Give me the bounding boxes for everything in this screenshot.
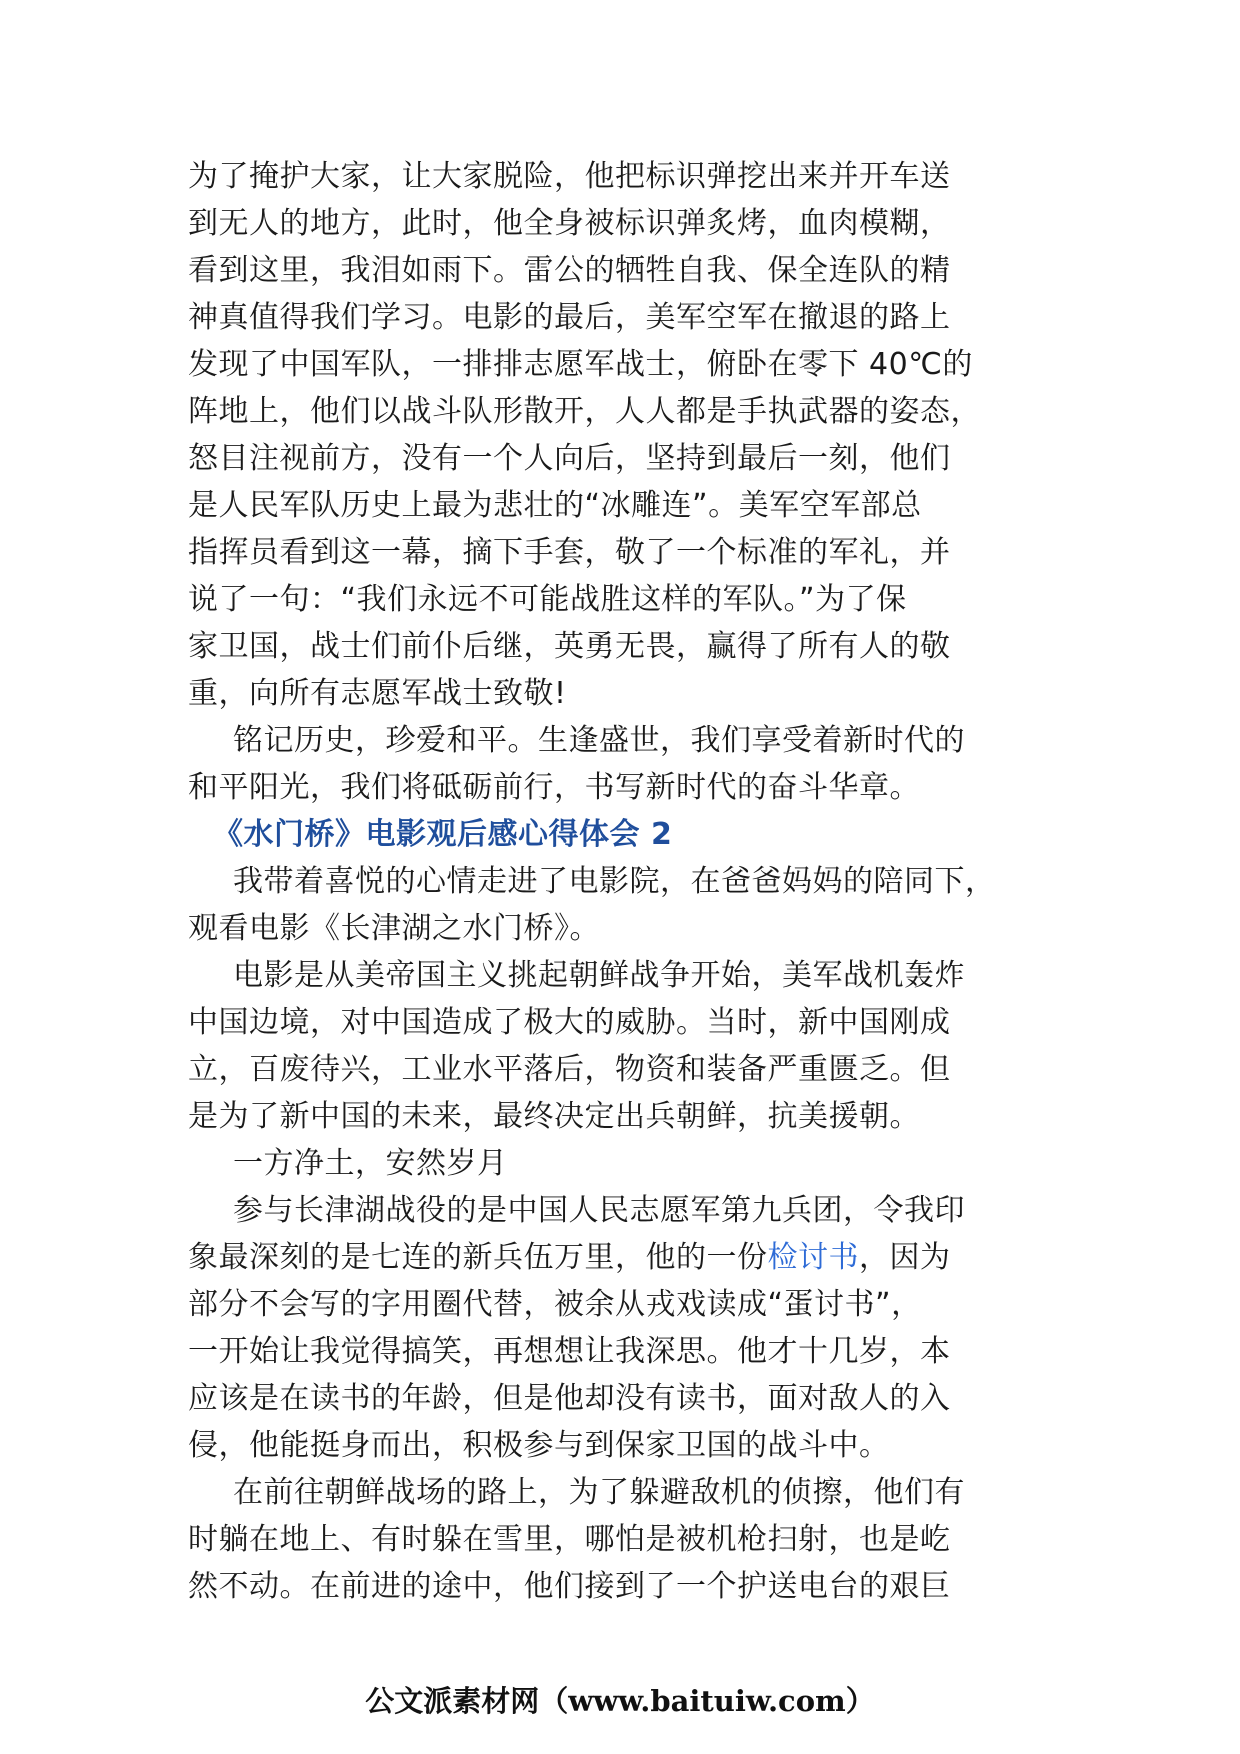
text-line: 为了掩护大家，让大家脱险，他把标识弹挖出来并开车送 [188,159,951,194]
text-line: 铭记历史，珍爱和平。生逢盛世，我们享受着新时代的 [233,723,965,758]
text-line: 神真值得我们学习。电影的最后，美军空军在撤退的路上 [188,300,951,335]
text-line: 部分不会写的字用圈代替，被余从戎戏读成“蛋讨书”， [188,1287,922,1322]
text-line: 是人民军队历史上最为悲壮的“冰雕连”。美军空军部总 [188,488,922,523]
text-line [188,1234,1068,1281]
text-segment: 象最深刻的是七连的新兵伍万里，他的一份 [188,1240,768,1275]
text-line: 说了一句：“我们永远不可能战胜这样的军队。”为了保 [188,582,907,617]
text-line: 时躺在地上、有时躲在雪里，哪怕是被机枪扫射，也是屹 [188,1522,951,1557]
text-line: 应该是在读书的年龄，但是他却没有读书，面对敌人的入 [188,1381,951,1416]
text-line: 重，向所有志愿军战士致敬! [188,676,567,711]
text-line: 怒目注视前方，没有一个人向后，坚持到最后一刻，他们 [188,441,951,476]
text-line: 在前往朝鲜战场的路上，为了躲避敌机的侦擦，他们有 [233,1475,965,1510]
text-line: 和平阳光，我们将砥砺前行，书写新时代的奋斗华章。 [188,770,920,805]
text-line: 电影是从美帝国主义挑起朝鲜战争开始，美军战机轰炸 [233,958,965,993]
text-line: 观看电影《长津湖之水门桥》。 [188,911,600,946]
text-line: 指挥员看到这一幕，摘下手套，敬了一个标准的军礼，并 [188,535,951,570]
text-line: 中国边境，对中国造成了极大的威胁。当时，新中国刚成 [188,1005,951,1040]
text-line: 是为了新中国的未来，最终决定出兵朝鲜，抗美援朝。 [188,1099,920,1134]
text-line: 然不动。在前进的途中，他们接到了一个护送电台的艰巨 [188,1569,951,1604]
review-letter-link[interactable]: 检讨书 [767,1240,859,1275]
section-heading: 《水门桥》电影观后感心得体会 2 [213,817,673,852]
text-line: 一方净土，安然岁月 [233,1146,508,1181]
text-segment: ，因为 [859,1240,951,1275]
text-line: 立，百废待兴，工业水平落后，物资和装备严重匮乏。但 [188,1052,951,1087]
text-line: 阵地上，他们以战斗队形散开，人人都是手执武器的姿态， [188,394,981,429]
text-line: 看到这里，我泪如雨下。雷公的牺牲自我、保全连队的精 [188,253,951,288]
text-line: 参与长津湖战役的是中国人民志愿军第九兵团，令我印 [233,1193,965,1228]
text-line: 一开始让我觉得搞笑，再想想让我深思。他才十几岁，本 [188,1334,951,1369]
text-line: 我带着喜悦的心情走进了电影院，在爸爸妈妈的陪同下， [233,864,996,899]
text-line: 家卫国，战士们前仆后继，英勇无畏，赢得了所有人的敬 [188,629,951,664]
text-line: 发现了中国军队，一排排志愿军战士，俯卧在零下 40℃的 [188,347,973,382]
footer-watermark: 公文派素材网（www.baituiw.com） [365,1684,875,1718]
text-line: 侵，他能挺身而出，积极参与到保家卫国的战斗中。 [188,1428,890,1463]
text-line: 到无人的地方，此时，他全身被标识弹炙烤，血肉模糊， [188,206,951,241]
document-body [188,153,1068,1610]
